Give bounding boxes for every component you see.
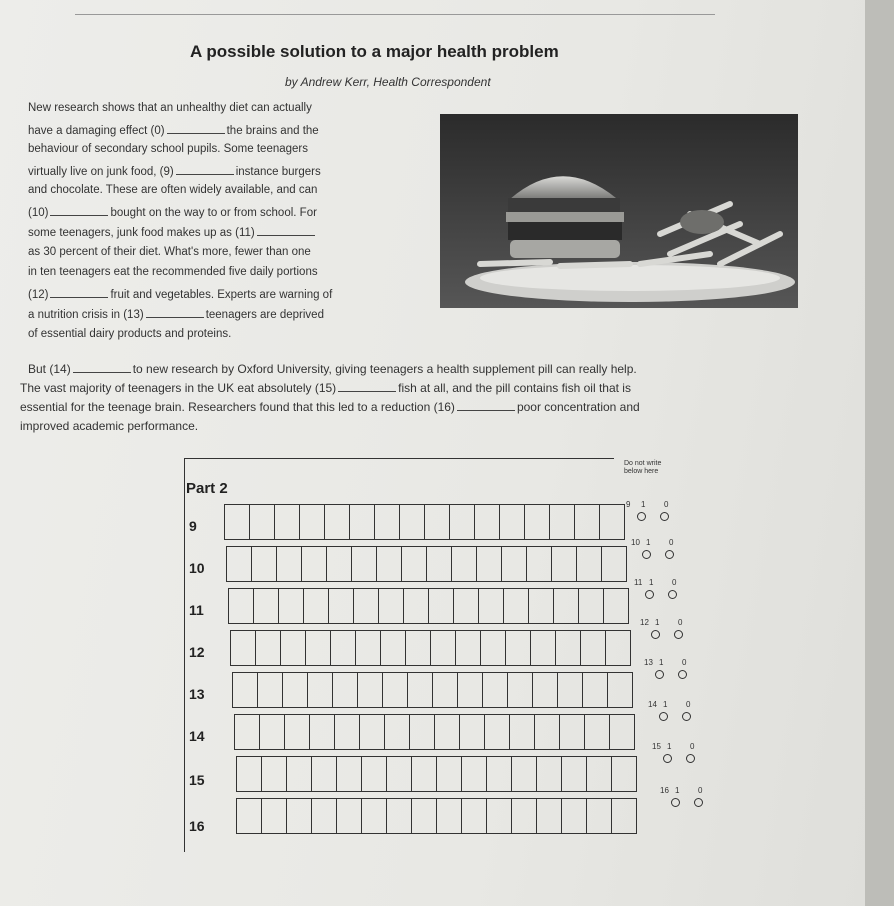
letter-box[interactable] xyxy=(506,631,531,665)
article-line xyxy=(28,164,321,178)
mark-zero-bubble xyxy=(686,754,695,763)
answer-boxes-11[interactable] xyxy=(228,588,629,624)
mark-one-bubble xyxy=(655,670,664,679)
letter-box[interactable] xyxy=(285,715,310,749)
mark-one-label: 1 xyxy=(675,786,680,795)
examiner-mark-9 xyxy=(626,500,686,530)
article-text: New research shows that an unhealthy diet can actually xyxy=(28,102,312,114)
letter-box[interactable] xyxy=(585,715,610,749)
do-not-write-note: Do not write below here xyxy=(624,460,662,475)
mark-zero-label: 0 xyxy=(672,578,677,587)
mark-number: 9 xyxy=(626,500,631,509)
letter-box[interactable] xyxy=(306,631,331,665)
letter-box[interactable] xyxy=(333,673,358,707)
mark-number: 13 xyxy=(644,658,653,667)
mark-zero-bubble xyxy=(668,590,677,599)
article-text: have a damaging effect (0) xyxy=(28,124,165,137)
mark-one-bubble xyxy=(663,754,672,763)
question-number-16: 16 xyxy=(189,818,205,834)
article-line xyxy=(28,205,317,219)
letter-box[interactable] xyxy=(479,589,504,623)
letter-box[interactable] xyxy=(454,589,479,623)
letter-box[interactable] xyxy=(487,757,512,791)
article-paragraph-2 xyxy=(0,362,860,452)
letter-box[interactable] xyxy=(477,547,502,581)
letter-box[interactable] xyxy=(512,757,537,791)
mark-one-label: 1 xyxy=(667,742,672,751)
letter-box[interactable] xyxy=(575,505,600,539)
question-number-13: 13 xyxy=(189,686,205,702)
question-number-15: 15 xyxy=(189,772,205,788)
article-text: poor concentration and xyxy=(516,400,640,414)
article-line xyxy=(28,362,637,376)
examiner-mark-15 xyxy=(652,742,712,772)
letter-box[interactable] xyxy=(337,757,362,791)
mark-number: 10 xyxy=(631,538,640,547)
letter-box[interactable] xyxy=(510,715,535,749)
mark-one-bubble xyxy=(651,630,660,639)
mark-zero-label: 0 xyxy=(698,786,703,795)
letter-box[interactable] xyxy=(387,757,412,791)
article-title: A possible solution to a major health problem xyxy=(190,42,559,61)
letter-box[interactable] xyxy=(450,505,475,539)
article-line xyxy=(28,123,319,137)
examiner-mark-12 xyxy=(640,618,700,648)
letter-box[interactable] xyxy=(529,589,554,623)
letter-box[interactable] xyxy=(310,715,335,749)
mark-one-bubble xyxy=(642,550,651,559)
letter-box[interactable] xyxy=(308,673,333,707)
article-text: The vast majority of teenagers in the UK eat absolutely (15) xyxy=(20,381,337,395)
part-label: Part 2 xyxy=(186,480,228,497)
article-text: and chocolate. These are often widely available, and can xyxy=(28,184,318,196)
letter-box[interactable] xyxy=(356,631,381,665)
letter-box[interactable] xyxy=(525,505,550,539)
article-text: the brains and the xyxy=(226,124,319,137)
letter-box[interactable] xyxy=(604,589,628,623)
letter-box[interactable] xyxy=(312,799,337,833)
mark-one-label: 1 xyxy=(641,500,646,509)
letter-box[interactable] xyxy=(558,673,583,707)
letter-box[interactable] xyxy=(462,757,487,791)
mark-zero-label: 0 xyxy=(682,658,687,667)
letter-box[interactable] xyxy=(250,505,275,539)
letter-box[interactable] xyxy=(412,757,437,791)
article-line xyxy=(28,307,324,321)
letter-box[interactable] xyxy=(425,505,450,539)
letter-box[interactable] xyxy=(379,589,404,623)
mark-one-label: 1 xyxy=(655,618,660,627)
letter-box[interactable] xyxy=(375,505,400,539)
article-text: of essential dairy products and proteins. xyxy=(28,327,232,340)
mark-zero-bubble xyxy=(674,630,683,639)
letter-box[interactable] xyxy=(283,673,308,707)
letter-box[interactable] xyxy=(362,799,387,833)
letter-box[interactable] xyxy=(550,505,575,539)
letter-box[interactable] xyxy=(485,715,510,749)
letter-box[interactable] xyxy=(352,547,377,581)
page-edge-shadow xyxy=(865,0,894,906)
top-rule xyxy=(75,14,715,15)
letter-box[interactable] xyxy=(481,631,506,665)
letter-box[interactable] xyxy=(531,631,556,665)
letter-box[interactable] xyxy=(552,547,577,581)
letter-box[interactable] xyxy=(602,547,626,581)
answer-boxes-9[interactable] xyxy=(224,504,625,540)
letter-box[interactable] xyxy=(360,715,385,749)
letter-box[interactable] xyxy=(362,757,387,791)
mark-zero-label: 0 xyxy=(686,700,691,709)
article-line xyxy=(28,328,231,340)
letter-box[interactable] xyxy=(300,505,325,539)
article-text: a nutrition crisis in (13) xyxy=(28,309,144,321)
article-text: in ten teenagers eat the recommended five daily portions xyxy=(28,266,318,278)
letter-box[interactable] xyxy=(610,715,634,749)
article-line xyxy=(28,287,332,301)
article-line xyxy=(28,225,317,239)
article-text: as 30 percent of their diet. What's more, fewer than one xyxy=(28,245,311,258)
letter-box[interactable] xyxy=(537,757,562,791)
answer-blank xyxy=(50,287,108,298)
letter-box[interactable] xyxy=(600,505,624,539)
letter-box[interactable] xyxy=(612,799,636,833)
letter-box[interactable] xyxy=(231,631,256,665)
mark-zero-label: 0 xyxy=(678,618,683,627)
examiner-mark-14 xyxy=(648,700,708,730)
letter-box[interactable] xyxy=(287,799,312,833)
letter-box[interactable] xyxy=(406,631,431,665)
letter-box[interactable] xyxy=(437,757,462,791)
mark-one-label: 1 xyxy=(646,538,651,547)
mark-zero-bubble xyxy=(682,712,691,721)
letter-box[interactable] xyxy=(533,673,558,707)
article-paragraph-1 xyxy=(28,102,448,352)
letter-box[interactable] xyxy=(456,631,481,665)
answer-blank xyxy=(146,307,204,318)
letter-box[interactable] xyxy=(279,589,304,623)
letter-box[interactable] xyxy=(560,715,585,749)
letter-box[interactable] xyxy=(483,673,508,707)
article-line xyxy=(28,184,317,196)
letter-box[interactable] xyxy=(381,631,406,665)
answer-blank xyxy=(257,225,315,236)
letter-box[interactable] xyxy=(460,715,485,749)
letter-box[interactable] xyxy=(579,589,604,623)
letter-box[interactable] xyxy=(400,505,425,539)
mark-one-label: 1 xyxy=(649,578,654,587)
mark-one-bubble xyxy=(645,590,654,599)
mark-one-bubble xyxy=(659,712,668,721)
article-line xyxy=(28,102,312,114)
examiner-mark-10 xyxy=(631,538,691,568)
answer-boxes-14[interactable] xyxy=(234,714,635,750)
article-byline: by Andrew Kerr, Health Correspondent xyxy=(285,75,491,89)
answer-boxes-10[interactable] xyxy=(226,546,627,582)
answer-blank xyxy=(50,205,108,216)
letter-box[interactable] xyxy=(606,631,630,665)
mark-zero-bubble xyxy=(660,512,669,521)
mark-one-label: 1 xyxy=(659,658,664,667)
letter-box[interactable] xyxy=(262,757,287,791)
letter-box[interactable] xyxy=(452,547,477,581)
letter-box[interactable] xyxy=(429,589,454,623)
letter-box[interactable] xyxy=(402,547,427,581)
letter-box[interactable] xyxy=(258,673,283,707)
letter-box[interactable] xyxy=(435,715,460,749)
letter-box[interactable] xyxy=(583,673,608,707)
letter-box[interactable] xyxy=(256,631,281,665)
mark-zero-bubble xyxy=(694,798,703,807)
answer-blank xyxy=(338,381,396,392)
mark-one-label: 1 xyxy=(663,700,668,709)
mark-number: 14 xyxy=(648,700,657,709)
letter-box[interactable] xyxy=(235,715,260,749)
letter-box[interactable] xyxy=(254,589,279,623)
article-text: essential for the teenage brain. Researchers found that this led to a reduction (16) xyxy=(20,400,455,414)
question-number-10: 10 xyxy=(189,560,205,576)
letter-box[interactable] xyxy=(410,715,435,749)
letter-box[interactable] xyxy=(233,673,258,707)
letter-box[interactable] xyxy=(412,799,437,833)
letter-box[interactable] xyxy=(581,631,606,665)
article-text: fruit and vegetables. Experts are warning of xyxy=(110,288,333,301)
letter-box[interactable] xyxy=(437,799,462,833)
letter-box[interactable] xyxy=(508,673,533,707)
letter-box[interactable] xyxy=(302,547,327,581)
letter-box[interactable] xyxy=(275,505,300,539)
mark-number: 11 xyxy=(634,578,643,587)
mark-zero-bubble xyxy=(665,550,674,559)
letter-box[interactable] xyxy=(612,757,636,791)
mark-zero-label: 0 xyxy=(690,742,695,751)
letter-box[interactable] xyxy=(433,673,458,707)
article-line xyxy=(28,266,318,278)
article-text: to new research by Oxford University, giving teenagers a health supplement pill can really help. xyxy=(132,362,637,376)
mark-zero-bubble xyxy=(678,670,687,679)
article-text: virtually live on junk food, (9) xyxy=(28,165,174,178)
article-text: improved academic performance. xyxy=(20,419,199,433)
letter-box[interactable] xyxy=(427,547,452,581)
letter-box[interactable] xyxy=(462,799,487,833)
article-line xyxy=(20,419,198,433)
letter-box[interactable] xyxy=(404,589,429,623)
letter-box[interactable] xyxy=(229,589,254,623)
article-text: some teenagers, junk food makes up as (11) xyxy=(28,227,255,239)
letter-box[interactable] xyxy=(252,547,277,581)
letter-box[interactable] xyxy=(527,547,552,581)
letter-box[interactable] xyxy=(537,799,562,833)
letter-box[interactable] xyxy=(502,547,527,581)
answer-boxes-16[interactable] xyxy=(236,798,637,834)
mark-number: 16 xyxy=(660,786,669,795)
letter-box[interactable] xyxy=(500,505,525,539)
letter-box[interactable] xyxy=(608,673,632,707)
letter-box[interactable] xyxy=(281,631,306,665)
article-line xyxy=(28,143,308,155)
letter-box[interactable] xyxy=(556,631,581,665)
examiner-mark-16 xyxy=(660,786,720,816)
letter-box[interactable] xyxy=(377,547,402,581)
answer-boxes-15[interactable] xyxy=(236,756,637,792)
letter-box[interactable] xyxy=(312,757,337,791)
letter-box[interactable] xyxy=(237,799,262,833)
article-text: bought on the way to or from school. For xyxy=(110,206,317,219)
question-number-9: 9 xyxy=(189,518,197,534)
mark-number: 15 xyxy=(652,742,661,751)
letter-box[interactable] xyxy=(337,799,362,833)
article-line xyxy=(28,246,311,258)
mark-zero-label: 0 xyxy=(664,500,669,509)
letter-box[interactable] xyxy=(431,631,456,665)
article-text: fish at all, and the pill contains fish oil that is xyxy=(398,381,631,395)
article-text: (12) xyxy=(28,288,49,301)
letter-box[interactable] xyxy=(237,757,262,791)
letter-box[interactable] xyxy=(512,799,537,833)
letter-box[interactable] xyxy=(354,589,379,623)
letter-box[interactable] xyxy=(335,715,360,749)
letter-box[interactable] xyxy=(587,757,612,791)
letter-box[interactable] xyxy=(562,799,587,833)
letter-box[interactable] xyxy=(277,547,302,581)
letter-box[interactable] xyxy=(577,547,602,581)
question-number-12: 12 xyxy=(189,644,205,660)
letter-box[interactable] xyxy=(350,505,375,539)
answer-boxes-13[interactable] xyxy=(232,672,633,708)
letter-box[interactable] xyxy=(329,589,354,623)
article-text: (10) xyxy=(28,206,49,219)
answer-blank xyxy=(176,164,234,175)
letter-box[interactable] xyxy=(358,673,383,707)
mark-one-bubble xyxy=(671,798,680,807)
letter-box[interactable] xyxy=(387,799,412,833)
letter-box[interactable] xyxy=(383,673,408,707)
letter-box[interactable] xyxy=(227,547,252,581)
examiner-mark-11 xyxy=(634,578,694,608)
letter-box[interactable] xyxy=(535,715,560,749)
answer-boxes-12[interactable] xyxy=(230,630,631,666)
burger-and-fries-photo xyxy=(440,114,798,308)
letter-box[interactable] xyxy=(262,799,287,833)
letter-box[interactable] xyxy=(225,505,250,539)
article-text: behaviour of secondary school pupils. Some teenagers xyxy=(28,143,309,155)
letter-box[interactable] xyxy=(287,757,312,791)
letter-box[interactable] xyxy=(325,505,350,539)
letter-box[interactable] xyxy=(260,715,285,749)
article-line xyxy=(20,400,640,414)
letter-box[interactable] xyxy=(554,589,579,623)
question-number-14: 14 xyxy=(189,728,205,744)
mark-one-bubble xyxy=(637,512,646,521)
answer-blank xyxy=(457,400,515,411)
answer-blank xyxy=(167,123,225,134)
article-text: instance burgers xyxy=(235,165,321,178)
letter-box[interactable] xyxy=(327,547,352,581)
letter-box[interactable] xyxy=(475,505,500,539)
question-number-11: 11 xyxy=(189,602,204,618)
letter-box[interactable] xyxy=(504,589,529,623)
letter-box[interactable] xyxy=(304,589,329,623)
letter-box[interactable] xyxy=(487,799,512,833)
letter-box[interactable] xyxy=(408,673,433,707)
examiner-mark-13 xyxy=(644,658,704,688)
article-text: But (14) xyxy=(28,362,71,376)
letter-box[interactable] xyxy=(331,631,356,665)
article-text: teenagers are deprived xyxy=(205,309,324,321)
letter-box[interactable] xyxy=(458,673,483,707)
answer-blank xyxy=(73,362,131,373)
letter-box[interactable] xyxy=(587,799,612,833)
mark-zero-label: 0 xyxy=(669,538,674,547)
letter-box[interactable] xyxy=(562,757,587,791)
letter-box[interactable] xyxy=(385,715,410,749)
mark-number: 12 xyxy=(640,618,649,627)
article-line xyxy=(20,381,631,395)
